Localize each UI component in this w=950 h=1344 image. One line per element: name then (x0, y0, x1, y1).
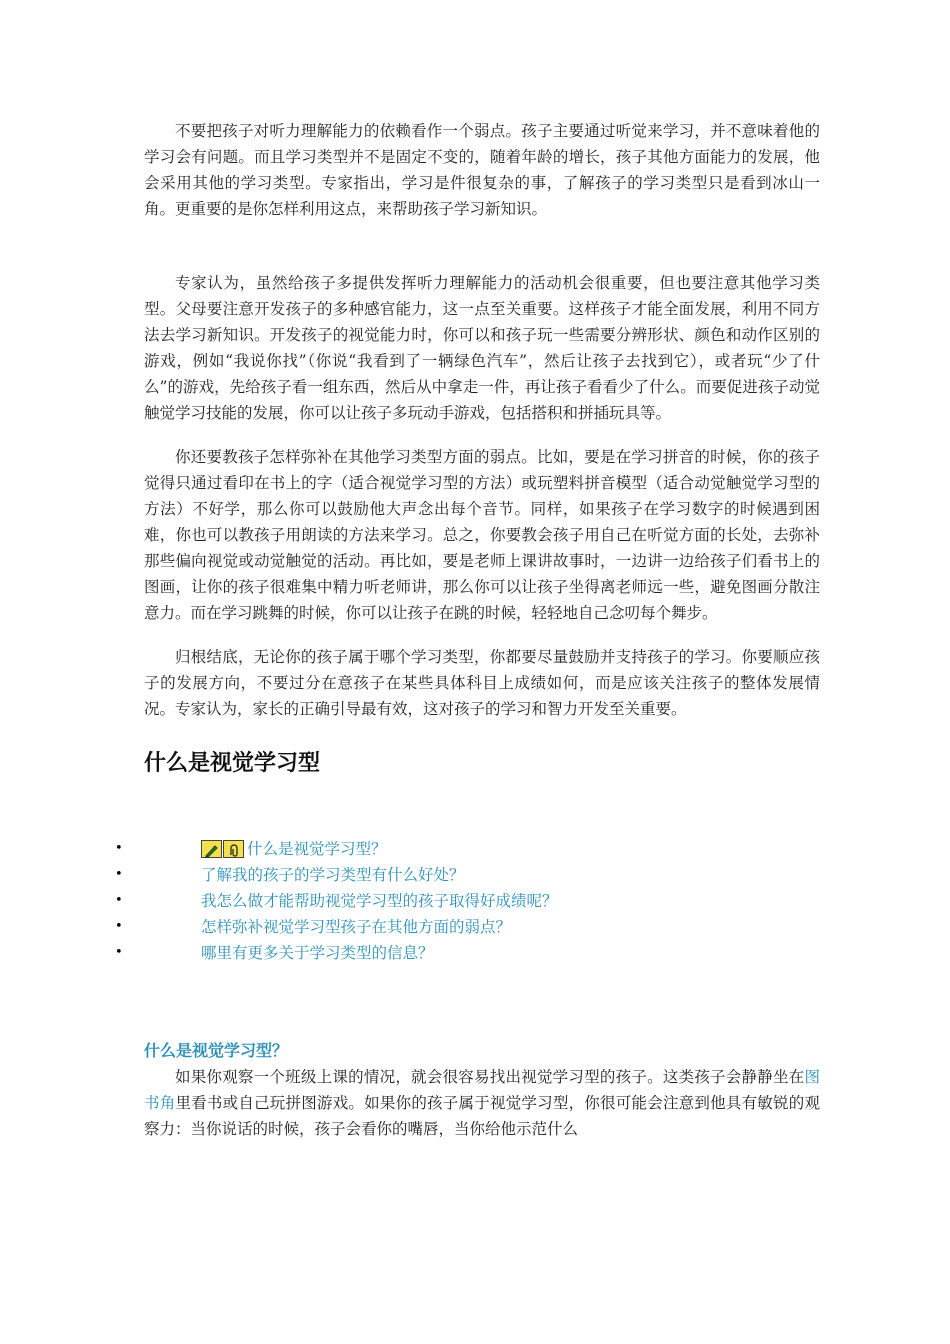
paragraph-3: 你还要教孩子怎样弥补在其他学习类型方面的弱点。比如，要是在学习拼音的时候，你的孩子觉得只通过看印在书上的字（适合视觉学习型的方法）或玩塑料拼音模型（适合动觉触觉学习型的方法）不好学，那么你可以鼓励他大声念出每个音节。同样，如果孩子在学习数字的时候遇到困难，你也可以教孩子用朗读的方法来学习。总之，你要教会孩子用自己在听觉方面的长处，去弥补那些偏向视觉或动觉触觉的活动。再比如，要是老师上课讲故事时，一边讲一边给孩子们看书上的图画，让你的孩子很难集中精力听老师讲，那么你可以让孩子坐得离老师远一些，避免图画分散注意力。而在学习跳舞的时候，你可以让孩子在跳的时候，轻轻地自己念叨每个舞步。 (144, 448, 820, 622)
list-item (115, 862, 820, 888)
paperclip-icon (223, 840, 244, 858)
bullet: • (115, 867, 123, 882)
toc-link-label: 什么是视觉学习型？ (247, 840, 387, 858)
list-item (115, 836, 820, 862)
subsection-paragraph (144, 1064, 820, 1142)
toc-link-1[interactable] (201, 836, 387, 863)
subsection-text-2: 里看书或自己玩拼图游戏。如果你的孩子属于视觉学习型，你很可能会注意到他具有敏锐的观察力：当你说话的时候，孩子会看你的嘴唇，当你给他示范什么 (144, 1094, 820, 1138)
list-item (115, 940, 820, 966)
toc-link-3[interactable]: 我怎么做才能帮助视觉学习型的孩子取得好成绩呢？ (201, 892, 558, 910)
toc-list (115, 836, 820, 966)
bullet: • (115, 919, 123, 934)
document-page (115, 118, 820, 1142)
toc-link-2[interactable]: 了解我的孩子的学习类型有什么好处？ (201, 866, 465, 884)
section-title: 什么是视觉学习型 (144, 751, 321, 776)
subsection-text-1: 如果你观察一个班级上课的情况，就会很容易找出视觉学习型的孩子。这类孩子会静静坐在 (175, 1068, 805, 1086)
toc-icons (201, 837, 245, 863)
list-item (115, 914, 820, 940)
list-item (115, 888, 820, 914)
toc-link-5[interactable]: 哪里有更多关于学习类型的信息？ (201, 944, 434, 962)
paragraph-2: 专家认为，虽然给孩子多提供发挥听力理解能力的活动机会很重要，但也要注意其他学习类型。父母要注意开发孩子的多种感官能力，这一点至关重要。这样孩子才能全面发展，利用不同方法去学习新知识。开发孩子的视觉能力时，你可以和孩子玩一些需要分辨形状、颜色和动作区别的游戏，例如“我说你找”（你说“我看到了一辆绿色汽车”，然后让孩子去找到它），或者玩“少了什么”的游戏，先给孩子看一组东西，然后从中拿走一件，再让孩子看看少了什么。而要促进孩子动觉触觉学习技能的发展，你可以让孩子多玩动手游戏，包括搭积和拼插玩具等。 (144, 274, 820, 422)
paragraph-1: 不要把孩子对听力理解能力的依赖看作一个弱点。孩子主要通过听觉来学习，并不意味着他的学习会有问题。而且学习类型并不是固定不变的，随着年龄的增长，孩子其他方面能力的发展，他会采用其他的学习类型。专家指出，学习是件很复杂的事，了解孩子的学习类型只是看到冰山一角。更重要的是你怎样利用这点，来帮助孩子学习新知识。 (144, 122, 820, 218)
toc-link-4[interactable]: 怎样弥补视觉学习型孩子在其他方面的弱点？ (201, 918, 512, 936)
bullet: • (115, 945, 123, 960)
paragraph-4: 归根结底，无论你的孩子属于哪个学习类型，你都要尽量鼓励并支持孩子的学习。你要顺应孩子的发展方向，不要过分在意孩子在某些具体科目上成绩如何，而是应该关注孩子的整体发展情况。专家认为，家长的正确引导最有效，这对孩子的学习和智力开发至关重要。 (144, 648, 820, 718)
library-corner-link[interactable]: 图书角 (144, 1068, 820, 1112)
pen-icon (201, 840, 222, 858)
subsection-title: 什么是视觉学习型？ (144, 1041, 289, 1060)
bullet: • (115, 893, 123, 908)
bullet: • (115, 841, 123, 856)
